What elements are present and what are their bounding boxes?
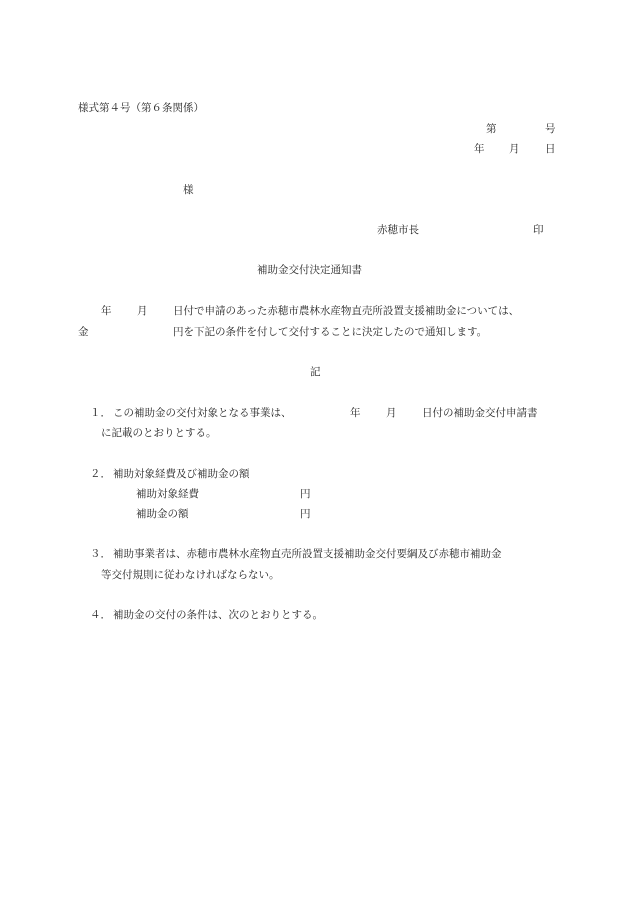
- item3-number: ３．: [90, 548, 111, 560]
- item1-text-b: 日付の補助金交付申請書: [422, 407, 538, 419]
- item2-text: 補助対象経費及び補助金の額: [113, 468, 250, 480]
- body-month: 月: [137, 305, 148, 317]
- item2-row2-label: 補助金の額: [136, 508, 189, 520]
- amount-prefix: 金: [78, 326, 89, 338]
- body-text-line1: 日付で申請のあった赤穂市農林水産物直売所設置支援補助金については、: [173, 305, 520, 317]
- item2-row1-label: 補助対象経費: [136, 488, 199, 500]
- issuer-seal: 印: [533, 224, 544, 236]
- item2-number: ２．: [90, 468, 111, 480]
- item1-text-line2: に記載のとおりとする。: [101, 427, 217, 439]
- item1-month: 月: [386, 407, 397, 419]
- doc-number-suffix: 号: [545, 123, 556, 135]
- item3-text-line1: 補助事業者は、赤穂市農林水産物直売所設置支援補助金交付要綱及び赤穂市補助金: [113, 548, 502, 560]
- item1-year: 年: [350, 407, 361, 419]
- date-year: 年: [474, 143, 485, 155]
- item2-row1-unit: 円: [300, 488, 311, 500]
- issuer-name: 赤穂市長: [377, 224, 419, 236]
- date-month: 月: [509, 143, 520, 155]
- ki-marker: 記: [310, 366, 321, 378]
- body-text-line2: 円を下記の条件を付して交付することに決定したので通知します。: [173, 326, 488, 338]
- item1-number: １．: [90, 407, 111, 419]
- item4-number: ４．: [90, 609, 111, 621]
- body-year: 年: [101, 305, 112, 317]
- addressee-suffix: 様: [183, 184, 194, 196]
- item2-row2-unit: 円: [300, 508, 311, 520]
- form-number: 様式第４号（第６条関係）: [78, 102, 204, 114]
- item1-text-a: この補助金の交付対象となる事業は、: [113, 407, 292, 419]
- doc-number-prefix: 第: [486, 123, 497, 135]
- document-title: 補助金交付決定通知書: [257, 264, 362, 276]
- date-day: 日: [545, 143, 556, 155]
- item4-text: 補助金の交付の条件は、次のとおりとする。: [113, 609, 323, 621]
- item3-text-line2: 等交付規則に従わなければならない。: [101, 569, 280, 581]
